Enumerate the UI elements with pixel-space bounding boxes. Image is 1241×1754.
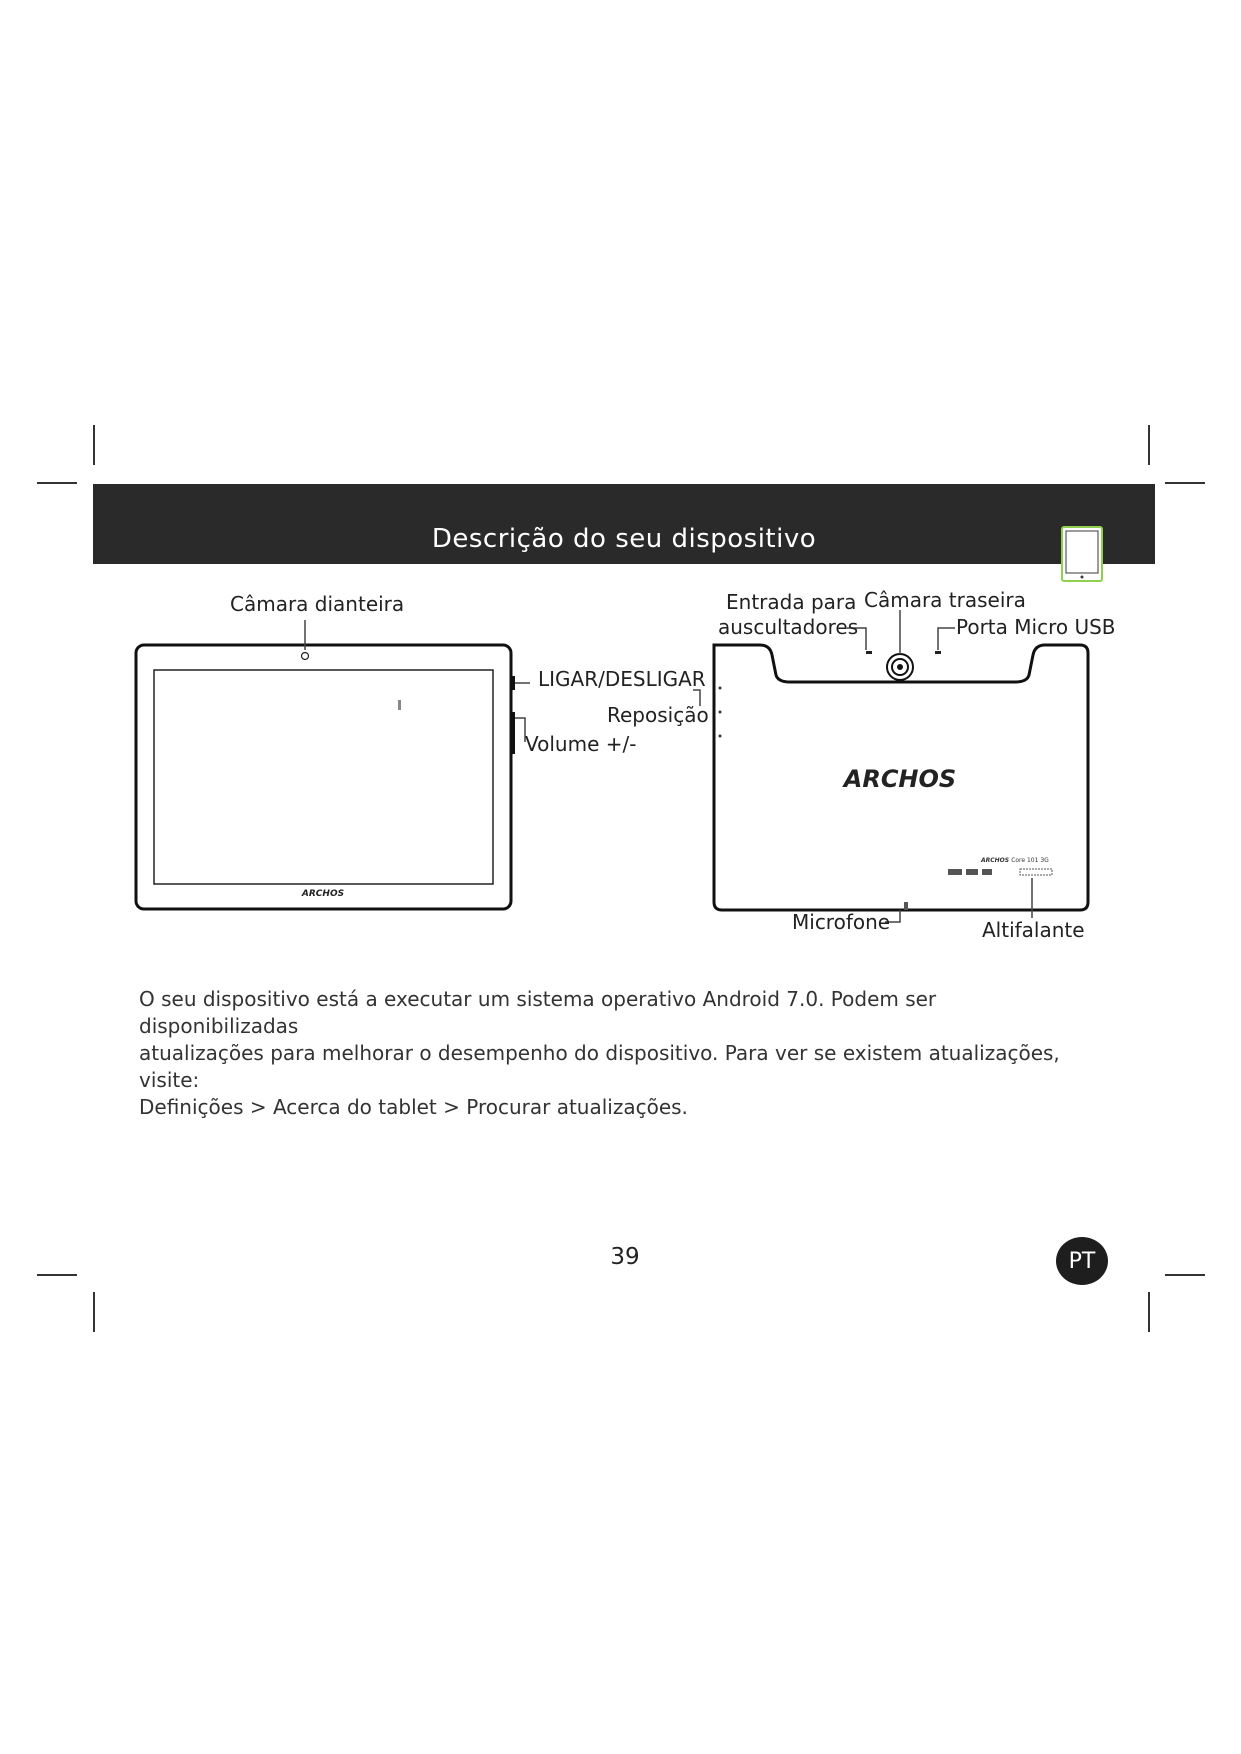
body-paragraph: [139, 986, 1089, 1121]
label-front-camera: Câmara dianteira: [230, 592, 405, 616]
rear-model-brand: ARCHOS: [980, 857, 1010, 864]
rear-model-name: Core 101 3G: [1011, 857, 1049, 864]
label-headphone-jack-line1: Entrada para: [726, 590, 857, 614]
label-reset: Reposição: [607, 703, 709, 727]
body-line-1: O seu dispositivo está a executar um sistema operativo Android 7.0. Podem ser disponibilizadas: [139, 987, 937, 1038]
label-rear-camera: Câmara traseira: [864, 588, 1026, 612]
page-number: 39: [610, 1244, 640, 1270]
rear-logo: ARCHOS: [843, 765, 957, 793]
label-microphone: Microfone: [792, 910, 891, 934]
label-micro-usb: Porta Micro USB: [956, 615, 1116, 639]
body-line-3: Definições > Acerca do tablet > Procurar atualizações.: [139, 1095, 688, 1119]
body-line-2: atualizações para melhorar o desempenho do dispositivo. Para ver se existem atualizações, visite:: [139, 1041, 1060, 1092]
front-tablet-drawing: [136, 645, 515, 909]
section-title: Descrição do seu dispositivo: [431, 524, 817, 554]
front-logo: ARCHOS: [301, 889, 345, 899]
label-power: LIGAR/DESLIGAR: [538, 667, 706, 691]
tablet-icon: [1062, 527, 1102, 581]
label-volume: Volume +/-: [525, 732, 637, 756]
language-badge: PT: [1056, 1237, 1108, 1285]
label-speaker: Altifalante: [982, 918, 1085, 942]
label-headphone-jack-line2: auscultadores: [718, 615, 859, 639]
